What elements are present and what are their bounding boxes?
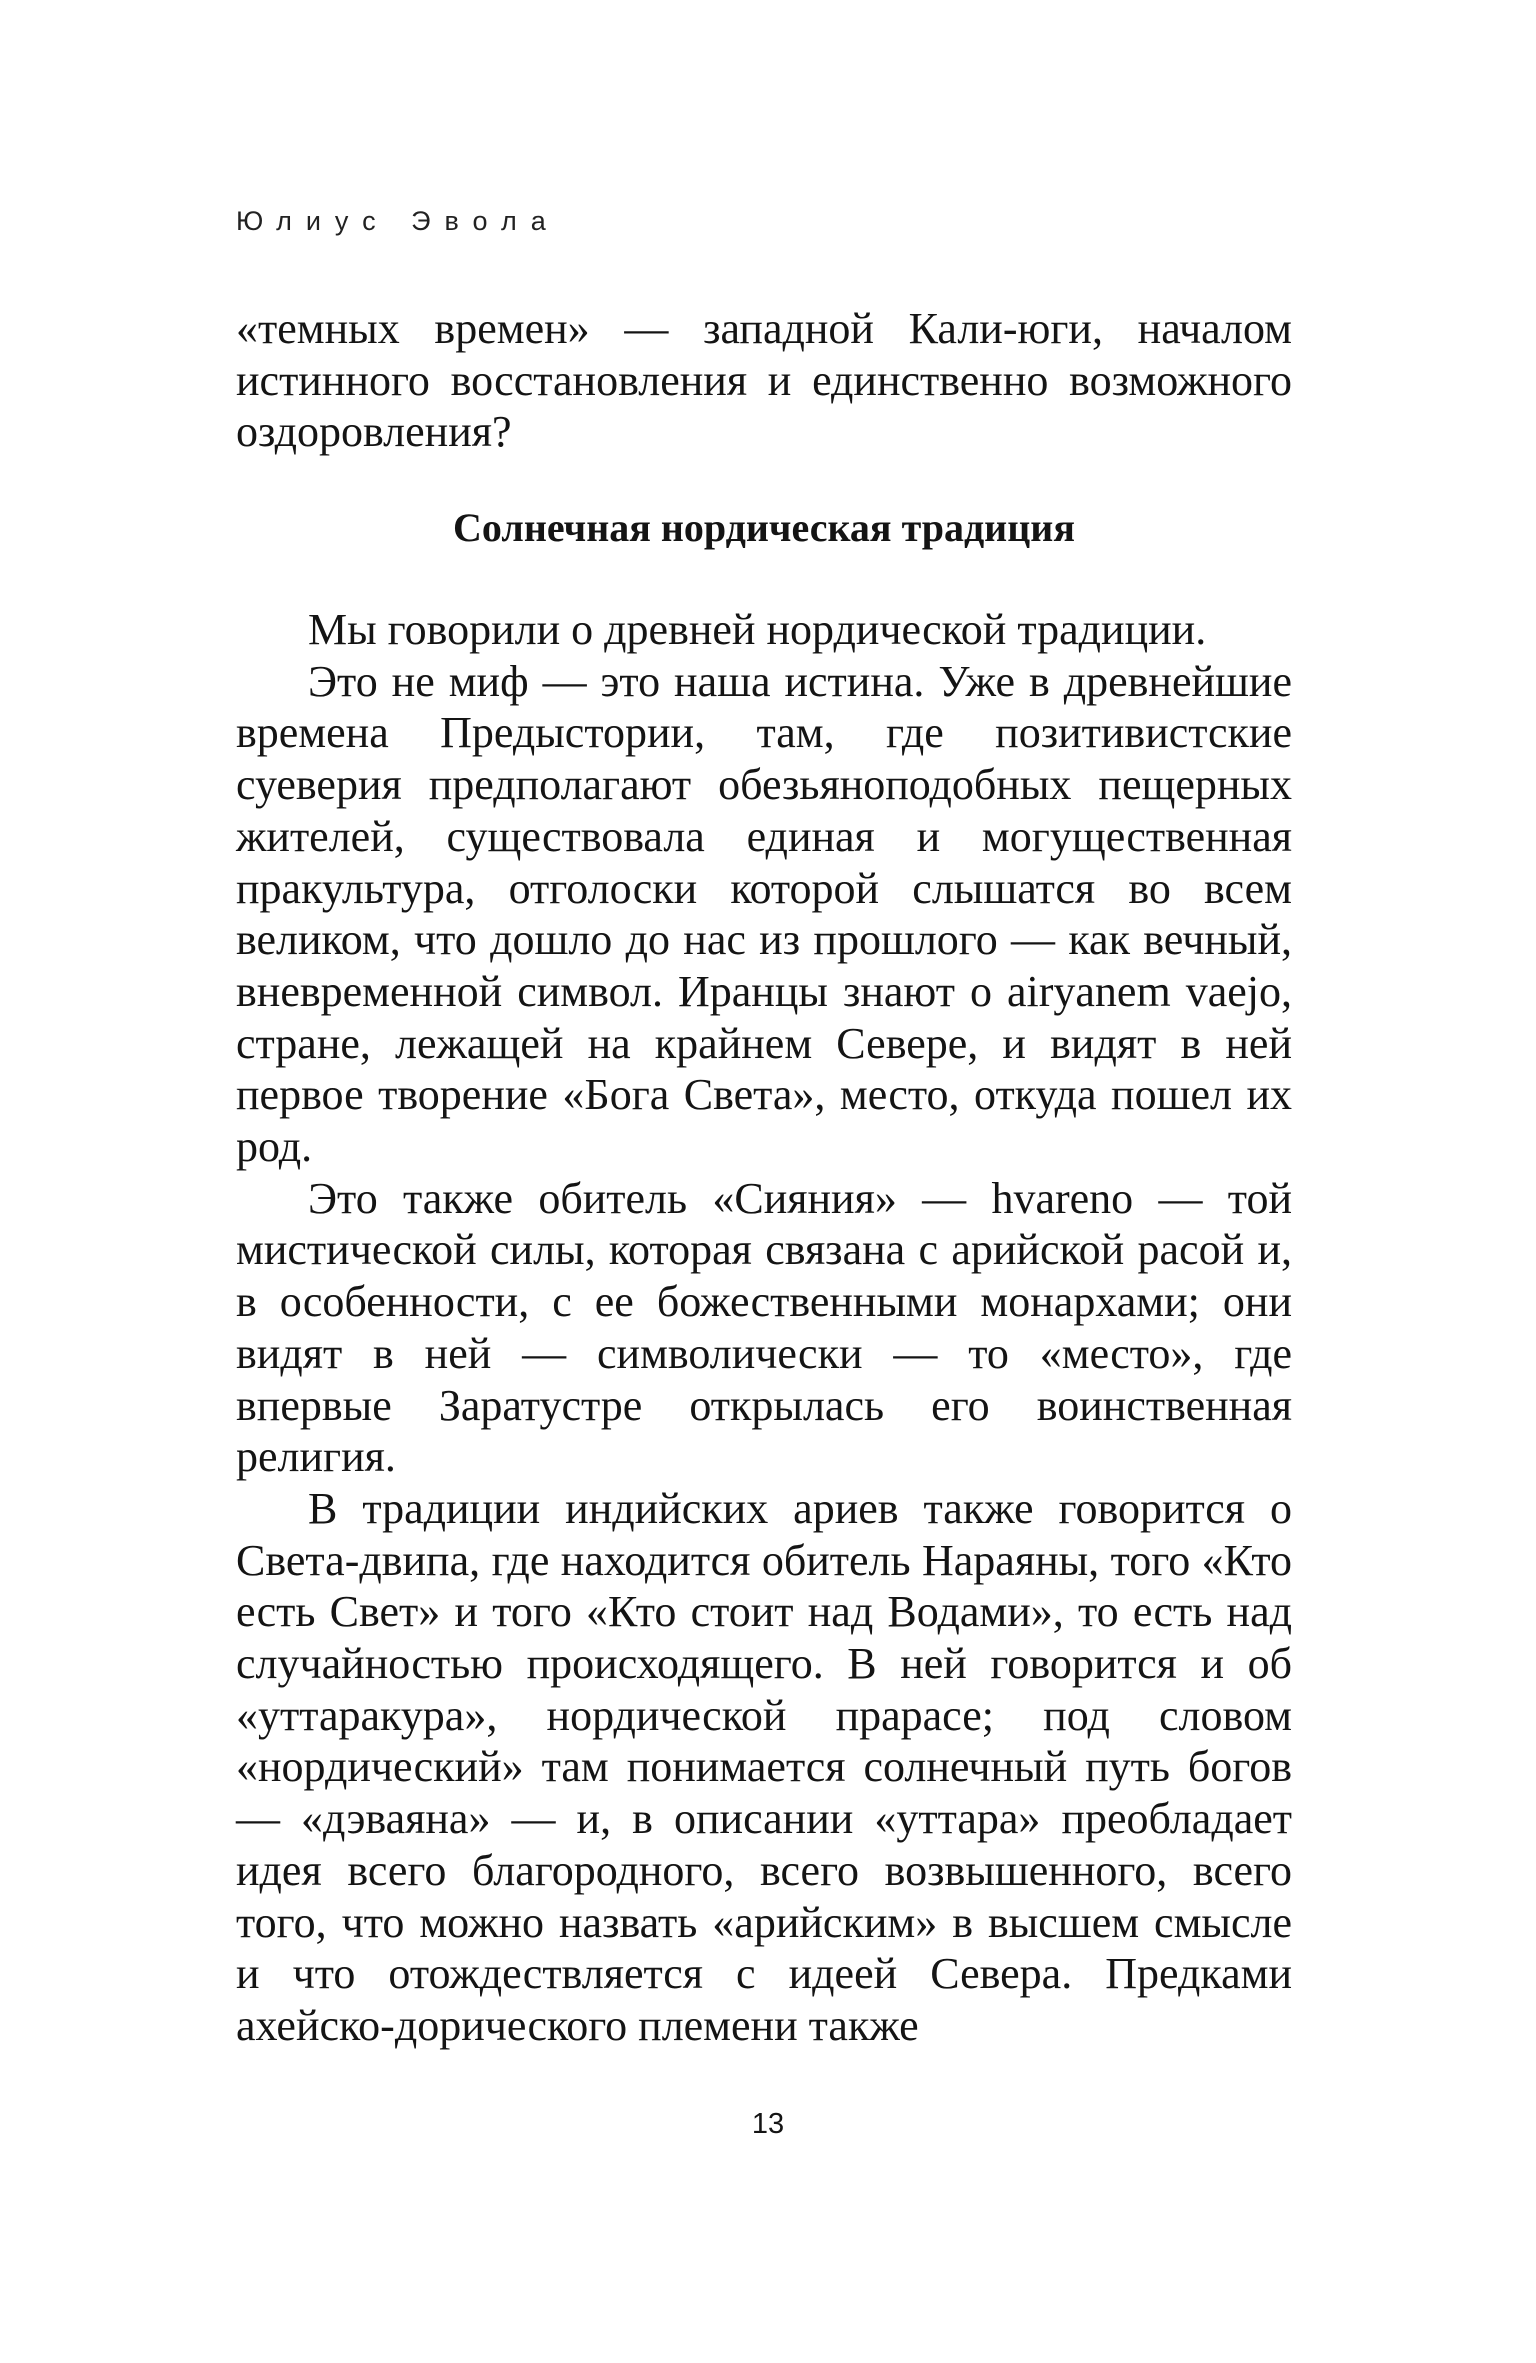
paragraph: Это не миф — это наша истина. Уже в древнейшие времена Предыстории, там, где позитивистские суеверия предполагают обезьяноподобных пещерных жителей, существовала единая и могущественная пракультура, отголоски которой слышатся во всем великом, что дошло до нас из прошлого — как вечный, вневременной символ. Иранцы знают о airyanem vaejo, стране, лежащей на крайнем Севере, и видят в ней первое творение «Бога Света», место, откуда пошел их род. (236, 656, 1292, 1172)
body-text (236, 604, 1292, 2052)
running-head-author: Юлиус Эвола (236, 206, 560, 236)
paragraph: Это также обитель «Сияния» — hvareno — той мистической силы, которая связана с арийской расой и, в особенности, с ее божественными монархами; они видят в ней — символически — то «место», где впервые Заратустре открылась его воинственная религия. (236, 1173, 1292, 1482)
section-heading: Солнечная нордическая традиция (453, 505, 1075, 550)
paragraph: Мы говорили о древней нордической традиции. (308, 605, 1207, 654)
paragraph: В традиции индийских ариев также говорится о Света-двипа, где находится обитель Нараяны, того «Кто есть Свет» и того «Кто стоит над Водами», то есть над случайностью происходящего. В ней говорится и об «уттаракура», нордической прарасе; под словом «нордический» там понимается солнечный путь богов — «дэваяна» — и, в описании «уттара» преобладает идея всего благородного, всего возвышенного, всего того, что можно назвать «арийским» в высшем смысле и что отождествляется с идеей Севера. Предками ахейско-дорического племени также (236, 1483, 1292, 2050)
continued-paragraph-block (236, 303, 1292, 458)
page-number: 13 (751, 2108, 785, 2140)
continued-paragraph: «темных времен» — западной Кали-юги, началом истинного восстановления и единственно возможного оздоровления? (236, 304, 1292, 457)
